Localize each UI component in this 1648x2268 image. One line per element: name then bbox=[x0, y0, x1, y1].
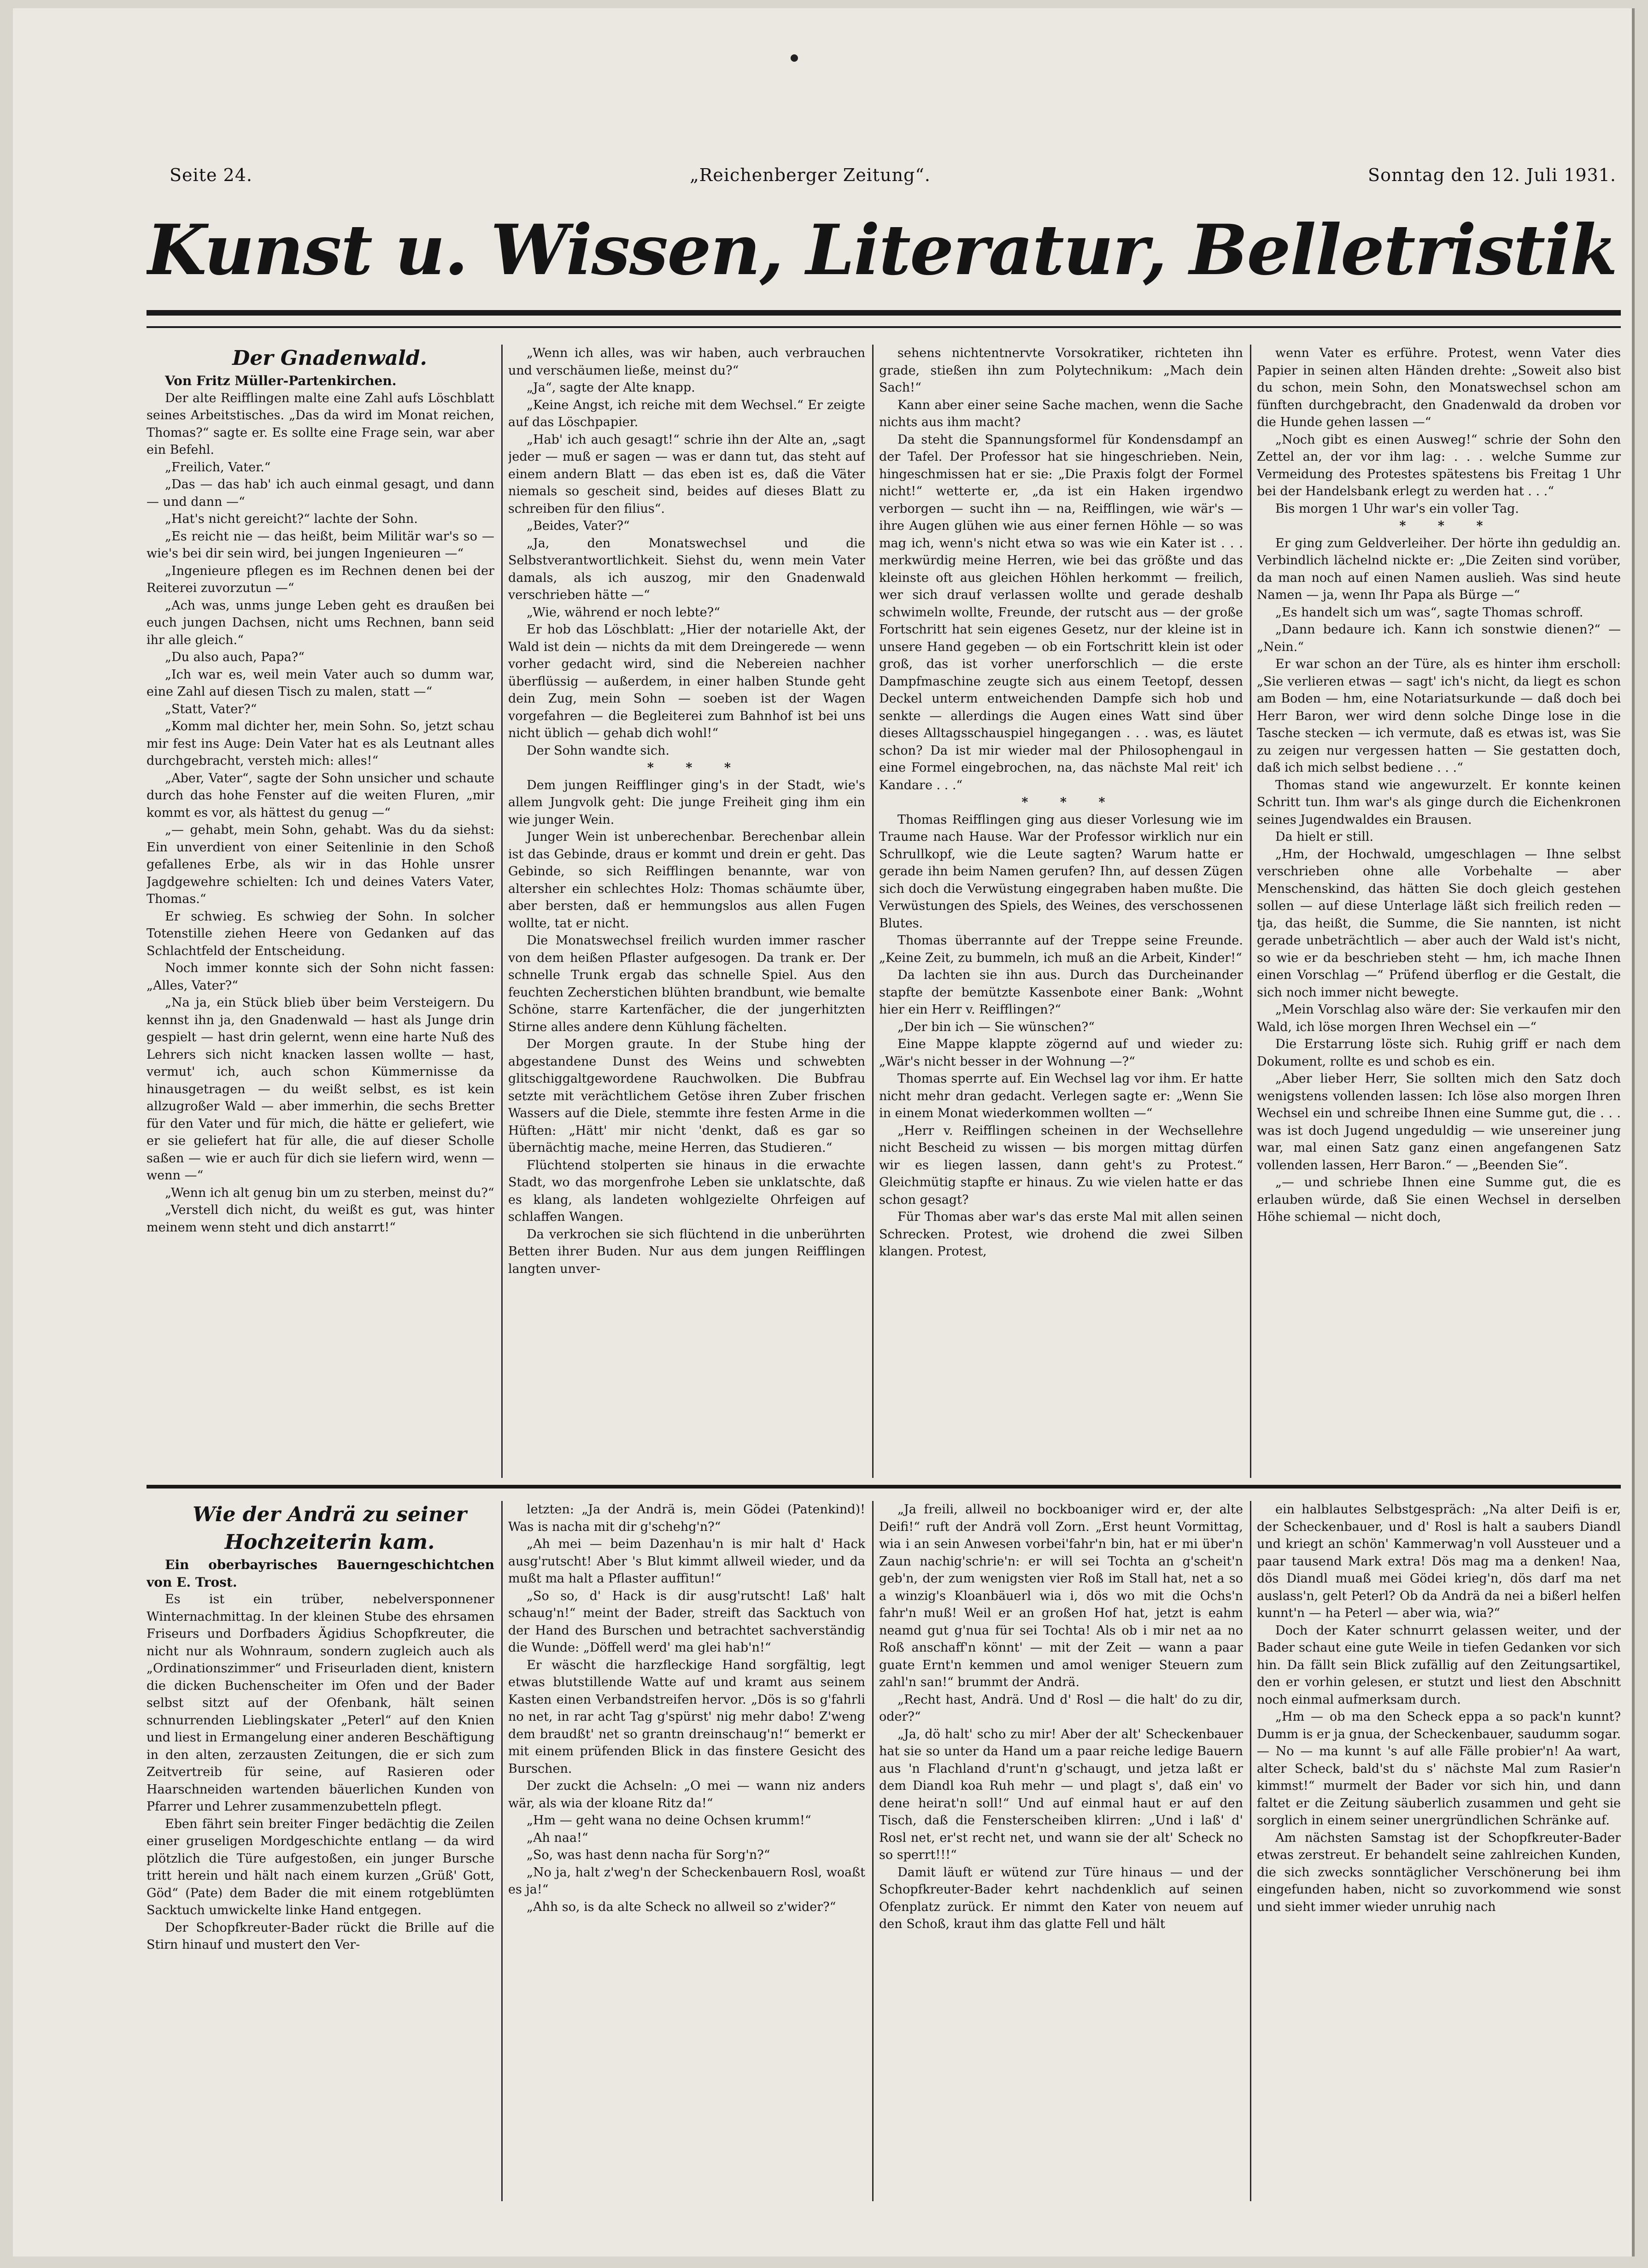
column-separator bbox=[501, 345, 503, 1478]
article1-column-4 bbox=[1257, 345, 1621, 1478]
article1-column-3 bbox=[879, 345, 1243, 1478]
paragraph: „Hm, der Hochwald, umgeschlagen — Ihne selbst verschrieben ohne alle Vorbehalte — aber Menschenskind, das hätten Sie doch gleich gestehen sollen — auf diese Unterlage läßt sich freilich reden — tja, das heißt, die Summe, die Sie nannten, ist nicht gerade unbeträchtlich — aber auch der Wald ist's nicht, so wie er da beschrieben steht — hm, ich mache Ihnen einen Vorschlag —“ Prüfend überflog er die Gestalt, die sich noch immer nicht bewegte. bbox=[1257, 847, 1621, 1000]
paragraph: Damit läuft er wütend zur Türe hinaus — und der Schopfkreuter-Bader kehrt nachdenklich auf seinen Ofenplatz zurück. Er nimmt den Kater von neuem auf den Schoß, kraut ihm das glatte Fell und hält bbox=[879, 1865, 1243, 1931]
paragraph: Thomas stand wie angewurzelt. Er konnte keinen Schritt tun. Ihm war's als ginge durch die Eichenkronen seines Jugendwaldes ein Brausen. bbox=[1257, 778, 1621, 827]
paragraph: „So so, d' Hack is dir ausg'rutscht! Laß' halt schaug'n!“ meint der Bader, streift das Sacktuch von der Hand des Burschen und betrachtet sachverständig die Wunde: „Döffell werd' ma glei hab'n!“ bbox=[508, 1588, 865, 1655]
paragraph: Da hielt er still. bbox=[1275, 830, 1374, 844]
paragraph: „Wenn ich alt genug bin um zu sterben, meinst du?“ bbox=[165, 1185, 494, 1200]
paragraph: „So, was hast denn nacha für Sorg'n?“ bbox=[527, 1848, 770, 1862]
paragraph: Die Monatswechsel freilich wurden immer rascher von dem heißen Pflaster aufgesogen. Da trank er. Der schnelle Trunk ergab das schnelle Spiel. Aus den feuchten Zecherstichen blühten brandbunt, wie bemalte Schöne, starre Kartenfächer, die der jungerhitzten Stirne alles andere denn Kühlung fächelten. bbox=[508, 933, 865, 1034]
column-separator bbox=[501, 1501, 503, 2201]
paragraph: „Hab' ich auch gesagt!“ schrie ihn der Alte an, „sagt jeder — muß er sagen — was er dann tut, das steht auf einem andern Blatt — das eben ist es, daß die Väter niemals so gescheit sind, beides auf dieses Blatt zu schreiben für den filius“. bbox=[508, 432, 865, 516]
title-rule-thin bbox=[147, 326, 1621, 328]
article2-column-2 bbox=[508, 1501, 865, 2201]
column-separator bbox=[872, 345, 874, 1478]
article2-column-1 bbox=[147, 1501, 494, 2201]
paragraph: „Komm mal dichter her, mein Sohn. So, jetzt schau mir fest ins Auge: Dein Vater hat es als Leutnant alles durchgebracht, versteh mich: alles!“ bbox=[147, 719, 494, 768]
paragraph: „Herr v. Reifflingen scheinen in der Wechsellehre nicht Bescheid zu wissen — bis morgen mittag dürfen wir es liegen lassen, dann geht's zu Protest.“ Gleichmütig stapfte er hinaus. Zu wie vielen hatte er das schon gesagt? bbox=[879, 1123, 1243, 1207]
title-rule-thick bbox=[147, 310, 1621, 316]
paragraph: „Hm — geht wana no deine Ochsen krumm!“ bbox=[527, 1813, 811, 1828]
paragraph: „Keine Angst, ich reiche mit dem Wechsel.“ Er zeigte auf das Löschpapier. bbox=[508, 398, 865, 429]
paragraph: „Noch gibt es einen Ausweg!“ schrie der Sohn den Zettel an, der vor ihm lag: . . . welche Summe zur Vermeidung des Protestes spätestens bis Freitag 1 Uhr bei der Handelsbank erlegt zu werden hat . . .“ bbox=[1257, 432, 1621, 498]
paragraph: Er hob das Löschblatt: „Hier der notarielle Akt, der Wald ist dein — nichts da mit dem Dreingerede — wenn vorher gedacht wird, sind die Nebereien nachher überflüssig — außerdem, in einer halben Stunde geht dein Zug, mein Sohn — soeben ist der Wagen vorgefahren — die Begleiterei zum Bahnhof ist bei uns nicht üblich — gehab dich wohl!“ bbox=[508, 622, 865, 740]
paragraph: Da lachten sie ihn aus. Durch das Durcheinander stapfte der bemützte Kassenbote einer Bank: „Wohnt hier ein Herr v. Reifflingen?“ bbox=[879, 968, 1243, 1017]
paragraph: „Ah mei — beim Dazenhau'n is mir halt d' Hack ausg'rutscht! Aber 's Blut kimmt allweil wieder, und da mußt ma halt a Pflaster auffitun!“ bbox=[508, 1537, 865, 1586]
article1-title: Der Gnadenwald. bbox=[232, 346, 427, 370]
paragraph: Eben fährt sein breiter Finger bedächtig die Zeilen einer gruseligen Mordgeschichte entlang — da wird plötzlich die Türe aufgestoßen, ein junger Bursche tritt herein und hält nach einem kurzen „Grüß' Gott, Göd“ (Pate) dem Bader die mit einem rotgeblümten Sacktuch umwickelte linke Hand entgegen. bbox=[147, 1817, 494, 1917]
section-title: Kunst u. Wissen, Literatur, Belletristik bbox=[147, 210, 1617, 291]
paragraph: „Wenn ich alles, was wir haben, auch verbrauchen und verschäumen ließe, meinst du?“ bbox=[508, 346, 865, 378]
page-number: Seite 24. bbox=[170, 165, 252, 185]
paragraph: „Aber, Vater“, sagte der Sohn unsicher und schaute durch das hohe Fenster auf die weiten Fluren, „mir kommt es vor, als hättest du genug —“ bbox=[147, 771, 494, 820]
article1-byline: Von Fritz Müller-Partenkirchen. bbox=[165, 373, 397, 388]
article2-column-4 bbox=[1257, 1501, 1621, 2201]
newspaper-page bbox=[13, 8, 1635, 2256]
paragraph: Flüchtend stolperten sie hinaus in die erwachte Stadt, wo das morgenfrohe Leben sie unklatschte, daß es klang, als landeten wohlgezielte Ohrfeigen auf schlaffen Wangen. bbox=[508, 1158, 865, 1224]
paragraph: letzten: „Ja der Andrä is, mein Gödei (Patenkind)! Was is nacha mit dir g'schehg'n?“ bbox=[508, 1502, 865, 1534]
article2-column-3 bbox=[879, 1501, 1243, 2201]
paragraph: Thomas Reifflingen ging aus dieser Vorlesung wie im Traume nach Hause. War der Professor wirklich nur ein Schrullkopf, wie die Leute sagten? Warum hatte er gerade ihn beim Namen gerufen? Ihn, auf dessen Zügen sich doch die Verwüstung eingegraben haben mußte. Die Verwüstungen des Spiels, des Weines, des verschossenen Blutes. bbox=[879, 812, 1243, 931]
section-break: * * * bbox=[1399, 519, 1497, 533]
newspaper-name: „Reichenberger Zeitung“. bbox=[690, 165, 931, 185]
paragraph: Noch immer konnte sich der Sohn nicht fassen: „Alles, Vater?“ bbox=[147, 961, 494, 993]
paragraph: Der Schopfkreuter-Bader rückt die Brille auf die Stirn hinauf und mustert den Ver- bbox=[147, 1920, 494, 1952]
paragraph: „Ingenieure pflegen es im Rechnen denen bei der Reiterei zuvorzutun —“ bbox=[147, 563, 494, 595]
paragraph: „Verstell dich nicht, du weißt es gut, was hinter meinem wenn steht und dich anstarrt!“ bbox=[147, 1203, 494, 1235]
paragraph: Da steht die Spannungsformel für Kondensdampf an der Tafel. Der Professor hat sie hingeschrieben. Nein, hingeschmissen hat er sie: „Die Praxis folgt der Formel nicht!“ wetterte er, „da ist ein Haken irgendwo verborgen — sucht ihn — na, Reifflingen, wie wär's — ihre Augen glühen wie aus einer fernen Höhle — so was mag ich, wenn's nicht etwa so was wie ein Kater ist . . . merkwürdig meine Herren, wie bei das größte und das kleinste oft aus gleichen Höhlen herkommt — freilich, wer sich drauf verlassen wollte und gerade deshalb schwimeln wollte, Freunde, der rutscht aus — der große Fortschritt hat sein eigenes Gesetz, nur der kleine ist in unsere Hand gegeben — ob ein Fortschritt klein ist oder groß, das ist vorher unerforschlich — die erste Dampfmaschine zeugte sich aus einem Teetopf, dessen Deckel unterm entweichenden Dampfe sich hob und senkte — allerdings die Augen eines Watt sind über dieses Alltagsschauspiel hingegangen . . . was, es läutet schon? Da ist mir wieder mal der Philosophengaul in eine Formel eingebrochen, na, das nächste Mal reit' ich Kandare . . .“ bbox=[879, 432, 1243, 792]
paragraph: Junger Wein ist unberechenbar. Berechenbar allein ist das Gebinde, draus er kommt und drein er geht. Das Gebinde, so sich Reifflingen benannte, war von altersher ein schlechtes Holz: Thomas schäumte über, aber bersten, daß er hemmungslos aus allen Fugen wollte, tat er nicht. bbox=[508, 830, 865, 931]
article1-column-2 bbox=[508, 345, 865, 1478]
paragraph: „No ja, halt z'weg'n der Scheckenbauern Rosl, woaßt es ja!“ bbox=[508, 1865, 865, 1897]
article-divider bbox=[147, 1485, 1621, 1489]
section-break: * * * bbox=[647, 761, 745, 775]
paragraph: „— gehabt, mein Sohn, gehabt. Was du da siehst: Ein unverdient von einer Seitenlinie in den Schoß gefallenes Erbe, als wir in das Hohle unsrer Jagdgewehre schielten: Ich und deines Vaters Vater, Thomas.“ bbox=[147, 823, 494, 906]
paragraph: wenn Vater es erführe. Protest, wenn Vater dies Papier in seinen alten Händen drehte: „Soweit also bist du schon, mein Sohn, den Monatswechsel schon am fünften durchgebracht, den Gnadenwald da droben vor die Hunde gehen lassen —“ bbox=[1257, 346, 1621, 429]
paragraph: „Ja“, sagte der Alte knapp. bbox=[527, 381, 695, 395]
section-break: * * * bbox=[1021, 795, 1119, 809]
paragraph: Der Sohn wandte sich. bbox=[527, 743, 670, 758]
page-header bbox=[170, 165, 1616, 185]
paragraph: „Ich war es, weil mein Vater auch so dumm war, eine Zahl auf diesen Tisch zu malen, statt —“ bbox=[147, 667, 494, 699]
article2-title-line1: Wie der Andrä zu seiner bbox=[193, 1503, 467, 1526]
paragraph: „Wie, während er noch lebte?“ bbox=[527, 605, 721, 620]
paragraph: „Beides, Vater?“ bbox=[527, 519, 630, 533]
paragraph: „Ahh so, is da alte Scheck no allweil so z'wider?“ bbox=[527, 1899, 836, 1914]
column-separator bbox=[1250, 1501, 1251, 2201]
paragraph: „Statt, Vater?“ bbox=[165, 702, 257, 716]
paragraph: Der alte Reifflingen malte eine Zahl aufs Löschblatt seines Arbeitstisches. „Das da wird im Monat reichen, Thomas?“ sagte er. Es sollte eine Frage sein, war aber ein Befehl. bbox=[147, 391, 494, 457]
paragraph: Thomas überrannte auf der Treppe seine Freunde. „Keine Zeit, zu bummeln, ich muß an die Arbeit, Kinder!“ bbox=[879, 933, 1243, 965]
paragraph: Bis morgen 1 Uhr war's ein voller Tag. bbox=[1275, 501, 1519, 516]
paragraph: „Freilich, Vater.“ bbox=[165, 460, 271, 475]
paragraph: Thomas sperrte auf. Ein Wechsel lag vor ihm. Er hatte nicht mehr dran gedacht. Verlegen sagte er: „Wenn Sie in einem Monat wiederkommen wollten —“ bbox=[879, 1072, 1243, 1120]
paragraph: „Dann bedaure ich. Kann ich sonstwie dienen?“ — „Nein.“ bbox=[1257, 622, 1621, 654]
paragraph: Da verkrochen sie sich flüchtend in die unberührten Betten ihrer Buden. Nur aus dem jungen Reifflingen langten unver- bbox=[508, 1227, 865, 1276]
paragraph: „Mein Vorschlag also wäre der: Sie verkaufen mir den Wald, ich löse morgen Ihren Wechsel ein —“ bbox=[1257, 1002, 1621, 1034]
paragraph: Es ist ein trüber, nebelversponnener Winternachmittag. In der kleinen Stube des ehrsamen Friseurs und Dorfbaders Ägidius Schopfkreuter, die nicht nur als Wohnraum, sondern zugleich auch als „Ordinationszimmer“ und Friseurladen dient, knistern die dicken Buchenscheiter im Ofen und der Bader selbst sitzt auf der Ofenbank, hält seinen schnurrenden Lieblingskater „Peterl“ auf den Knien und liest in Ermangelung einer anderen Beschäftigung in den alten, zerzausten Zeitungen, die er sich zum Zeitvertreib für seine, auf Rasieren oder Haarschneiden wartenden bäuerlichen Kunden von Pfarrer und Lehrer zusammenzubetteln pflegt. bbox=[147, 1592, 494, 1814]
paragraph: Dem jungen Reifflinger ging's in der Stadt, wie's allem Jungvolk geht: Die junge Freiheit ging ihm ein wie junger Wein. bbox=[508, 778, 865, 827]
paragraph: „Es handelt sich um was“, sagte Thomas schroff. bbox=[1275, 605, 1583, 620]
paragraph: „Der bin ich — Sie wünschen?“ bbox=[897, 1020, 1095, 1034]
paragraph: Kann aber einer seine Sache machen, wenn die Sache nichts aus ihm macht? bbox=[879, 398, 1243, 429]
paragraph: „Recht hast, Andrä. Und d' Rosl — die halt' do zu dir, oder?“ bbox=[879, 1692, 1243, 1724]
column-separator bbox=[872, 1501, 874, 2201]
paragraph: Er ging zum Geldverleiher. Der hörte ihn geduldig an. Verbindlich lächelnd nickte er: „Die Zeiten sind vorüber, da man noch auf einen Namen auslieh. Was sind heute Namen — ja, wenn Ihr Papa als Bürge —“ bbox=[1257, 536, 1621, 602]
issue-date: Sonntag den 12. Juli 1931. bbox=[1368, 165, 1616, 185]
paragraph: „— und schriebe Ihnen eine Summe gut, die es erlauben würde, daß Sie einen Wechsel in derselben Höhe schiemal — nicht doch, bbox=[1257, 1175, 1621, 1224]
article2-subtitle: Ein oberbayrisches Bauerngeschichtchen von E. Trost. bbox=[147, 1557, 494, 1590]
paragraph: „Es reicht nie — das heißt, beim Militär war's so — wie's bei dir sein wird, bei jungen Ingenieuren —“ bbox=[147, 529, 494, 561]
article2-title-line2: Hochzeiterin kam. bbox=[224, 1530, 435, 1554]
paragraph: Für Thomas aber war's das erste Mal mit allen seinen Schrecken. Protest, wie drohend die zwei Silben klangen. Protest, bbox=[879, 1210, 1243, 1259]
paragraph: Am nächsten Samstag ist der Schopfkreuter-Bader etwas zerstreut. Er behandelt seine zahlreichen Kunden, die sich zwecks sonntäglicher Verschönerung bei ihm eingefunden haben, nicht so zuvorkommend wie sonst und sieht immer wieder unruhig nach bbox=[1257, 1830, 1621, 1914]
paragraph: „Ja, dö halt' scho zu mir! Aber der alt' Scheckenbauer hat sie so unter da Hand um a paar reiche ledige Bauern aus 'n Flachland d'runt'n g'schaugt, und jetza laßt er dem Diandl koa Ruh mehr — und plagt s', daß ein' vo dene heirat'n soll!“ Und auf einmal haut er auf den Tisch, daß die Fensterscheiben klirren: „Und i laß' d' Rosl net, er'st recht net, und wann sie der alt' Scheck no so sperrt!!!“ bbox=[879, 1727, 1243, 1862]
page-dot bbox=[791, 54, 798, 62]
paragraph: Er wäscht die harzfleckige Hand sorgfältig, legt etwas blutstillende Watte auf und kramt aus seinem Kasten einen Verbandstreifen hervor. „Dös is so g'fahrli no net, in rar acht Tag g'spürst' nig mehr dabo! Z'weng dem braudßt' net so grantn dreinschaug'n!“ bemerkt er mit einem prüfenden Blick in das finstere Gesicht des Burschen. bbox=[508, 1658, 865, 1776]
paragraph: „Ja, den Monatswechsel und die Selbstverantwortlichkeit. Siehst du, wenn mein Vater damals, als ich auszog, mir den Gnadenwald verschrieben hätte —“ bbox=[508, 536, 865, 602]
paragraph: Der zuckt die Achseln: „O mei — wann niz anders wär, als wia der kloane Ritz da!“ bbox=[508, 1779, 865, 1811]
paragraph: „Hm — ob ma den Scheck eppa a so pack'n kunnt? Dumm is er ja gnua, der Scheckenbauer, saudumm sogar. — No — ma kunnt 's auf alle Fälle probier'n! Aa wart, alter Scheck, bald'st du s' nächste Mal zum Rasier'n kimmst!“ murmelt der Bader vor sich hin, und dann faltet er die Zeitung säuberlich zusammen und geht sie sorglich in einem seiner unergründlichen Schränke auf. bbox=[1257, 1710, 1621, 1828]
paragraph: „Hat's nicht gereicht?“ lachte der Sohn. bbox=[165, 512, 418, 526]
paragraph: „Das — das hab' ich auch einmal gesagt, und dann — und dann —“ bbox=[147, 477, 494, 509]
paragraph: „Ach was, unms junge Leben geht es draußen bei euch jungen Dachsen, nicht ums Rechnen, bann seid ihr alle gleich.“ bbox=[147, 598, 494, 647]
paragraph: ein halblautes Selbstgespräch: „Na alter Deifi is er, der Scheckenbauer, und d' Rosl is halt a saubers Diandl und kriegt an schön' Kammerwag'n voll Aussteuer und a paar tausend Mark extra! Dös mag ma a denken! Naa, dös Diandl muaß mei Gödei krieg'n, dös darf ma net auslass'n, gelt Peterl? Ob da Andrä da nei a bißerl helfen kunnt'n — ha Peterl — aber wia, wia?“ bbox=[1257, 1502, 1621, 1620]
paragraph: Der Morgen graute. In der Stube hing der abgestandene Dunst des Weins und schwebten glitschiggaltgewordene Rauchwolken. Die Bubfrau setzte mit verächtlichem Getöse ihren Zuber frischen Wassers auf die Diele, stemmte ihre festen Arme in die Hüften: „Hätt' mir nicht 'denkt, daß es gar so übernächtig mache, meine Herren, das Studieren.“ bbox=[508, 1037, 865, 1155]
paragraph: Er schwieg. Es schwieg der Sohn. In solcher Totenstille ziehen Heere von Gedanken auf das Schlachtfeld der Entscheidung. bbox=[147, 909, 494, 958]
paragraph: Die Erstarrung löste sich. Ruhig griff er nach dem Dokument, rollte es und schob es ein. bbox=[1257, 1037, 1621, 1069]
paragraph: Er war schon an der Türe, als es hinter ihm erscholl: „Sie verlieren etwas — sagt' ich's nicht, da liegt es schon am Boden — hm, eine Notariatsurkunde — daß doch bei Herr Baron, wer wird denn solche Dinge lose in die Tasche stecken — ich vermute, daß es etwas ist, was Sie zu zeigen nur vergessen hatten — Sie gestatten doch, daß ich mich selbst bediene . . .“ bbox=[1257, 657, 1621, 775]
column-separator bbox=[1250, 345, 1251, 1478]
paragraph: Eine Mappe klappte zögernd auf und wieder zu: „Wär's nicht besser in der Wohnung —?“ bbox=[879, 1037, 1243, 1069]
paragraph: „Aber lieber Herr, Sie sollten mich den Satz doch wenigstens vollenden lassen: Ich löse also morgen Ihren Wechsel ein und schreibe Ihnen eine Summe gut, die . . . was ist doch Jugend ungeduldig — wie unsereiner jung war, mal einen Satz ganz einen angefangenen Satz vollenden lassen, Herr Baron.“ — „Beenden Sie“. bbox=[1257, 1072, 1621, 1172]
paragraph: „Na ja, ein Stück blieb über beim Versteigern. Du kennst ihn ja, den Gnadenwald — hast als Junge drin gespielt — hast drin gelernt, wenn eine harte Nuß des Lehrers sich nicht knacken lassen wollte — hast, vermut' ich, auch schon Kümmernisse da hinausgetragen — du weißt selbst, es ist kein allzugroßer Wald — aber immerhin, die sechs Bretter für den Vater und für mich, die hätte er geliefert, wie er sie geliefert hat für alle, die auf dieser Scholle saßen — wie er auch für dich sie liefern wird, wenn — wenn —“ bbox=[147, 996, 494, 1183]
paragraph: Doch der Kater schnurrt gelassen weiter, und der Bader schaut eine gute Weile in tiefen Gedanken vor sich hin. Da fällt sein Blick zufällig auf den Zeitungsartikel, den er vorhin gelesen, er stutzt und liest den Abschnitt noch einmal aufmerksam durch. bbox=[1257, 1623, 1621, 1707]
paragraph: „Ja freili, allweil no bockboaniger wird er, der alte Deifi!“ ruft der Andrä voll Zorn. „Erst heunt Vormittag, wia i an sein Anwesen vorbei'fahr'n bin, hat er mi über'n Zaun nachig'schrie'n: er will sei Tochta an g'scheit'n geb'n, der zum wenigsten vier Roß im Stall hat, net a so a winzig's Kloanbäuerl wia i, dös wo mit die Ochs'n fahr'n muß! Weil er an großen Hof hat, jetzt is eahm neamd gut g'nua für sei Tochta! Als ob i mir net aa no Roß anschaff'n könnt' — mit der Zeit — wann a paar guate Ernt'n kemmen und amol weniger Steuern zum zahl'n san!“ brummt der Andrä. bbox=[879, 1502, 1243, 1689]
paragraph: sehens nichtentnervte Vorsokratiker, richteten ihn grade, stießen ihn zum Polytechnikum: „Mach dein Sach!“ bbox=[879, 346, 1243, 395]
paragraph: „Ah naa!“ bbox=[527, 1830, 588, 1845]
article1-column-1 bbox=[147, 345, 494, 1478]
paragraph: „Du also auch, Papa?“ bbox=[165, 650, 305, 664]
